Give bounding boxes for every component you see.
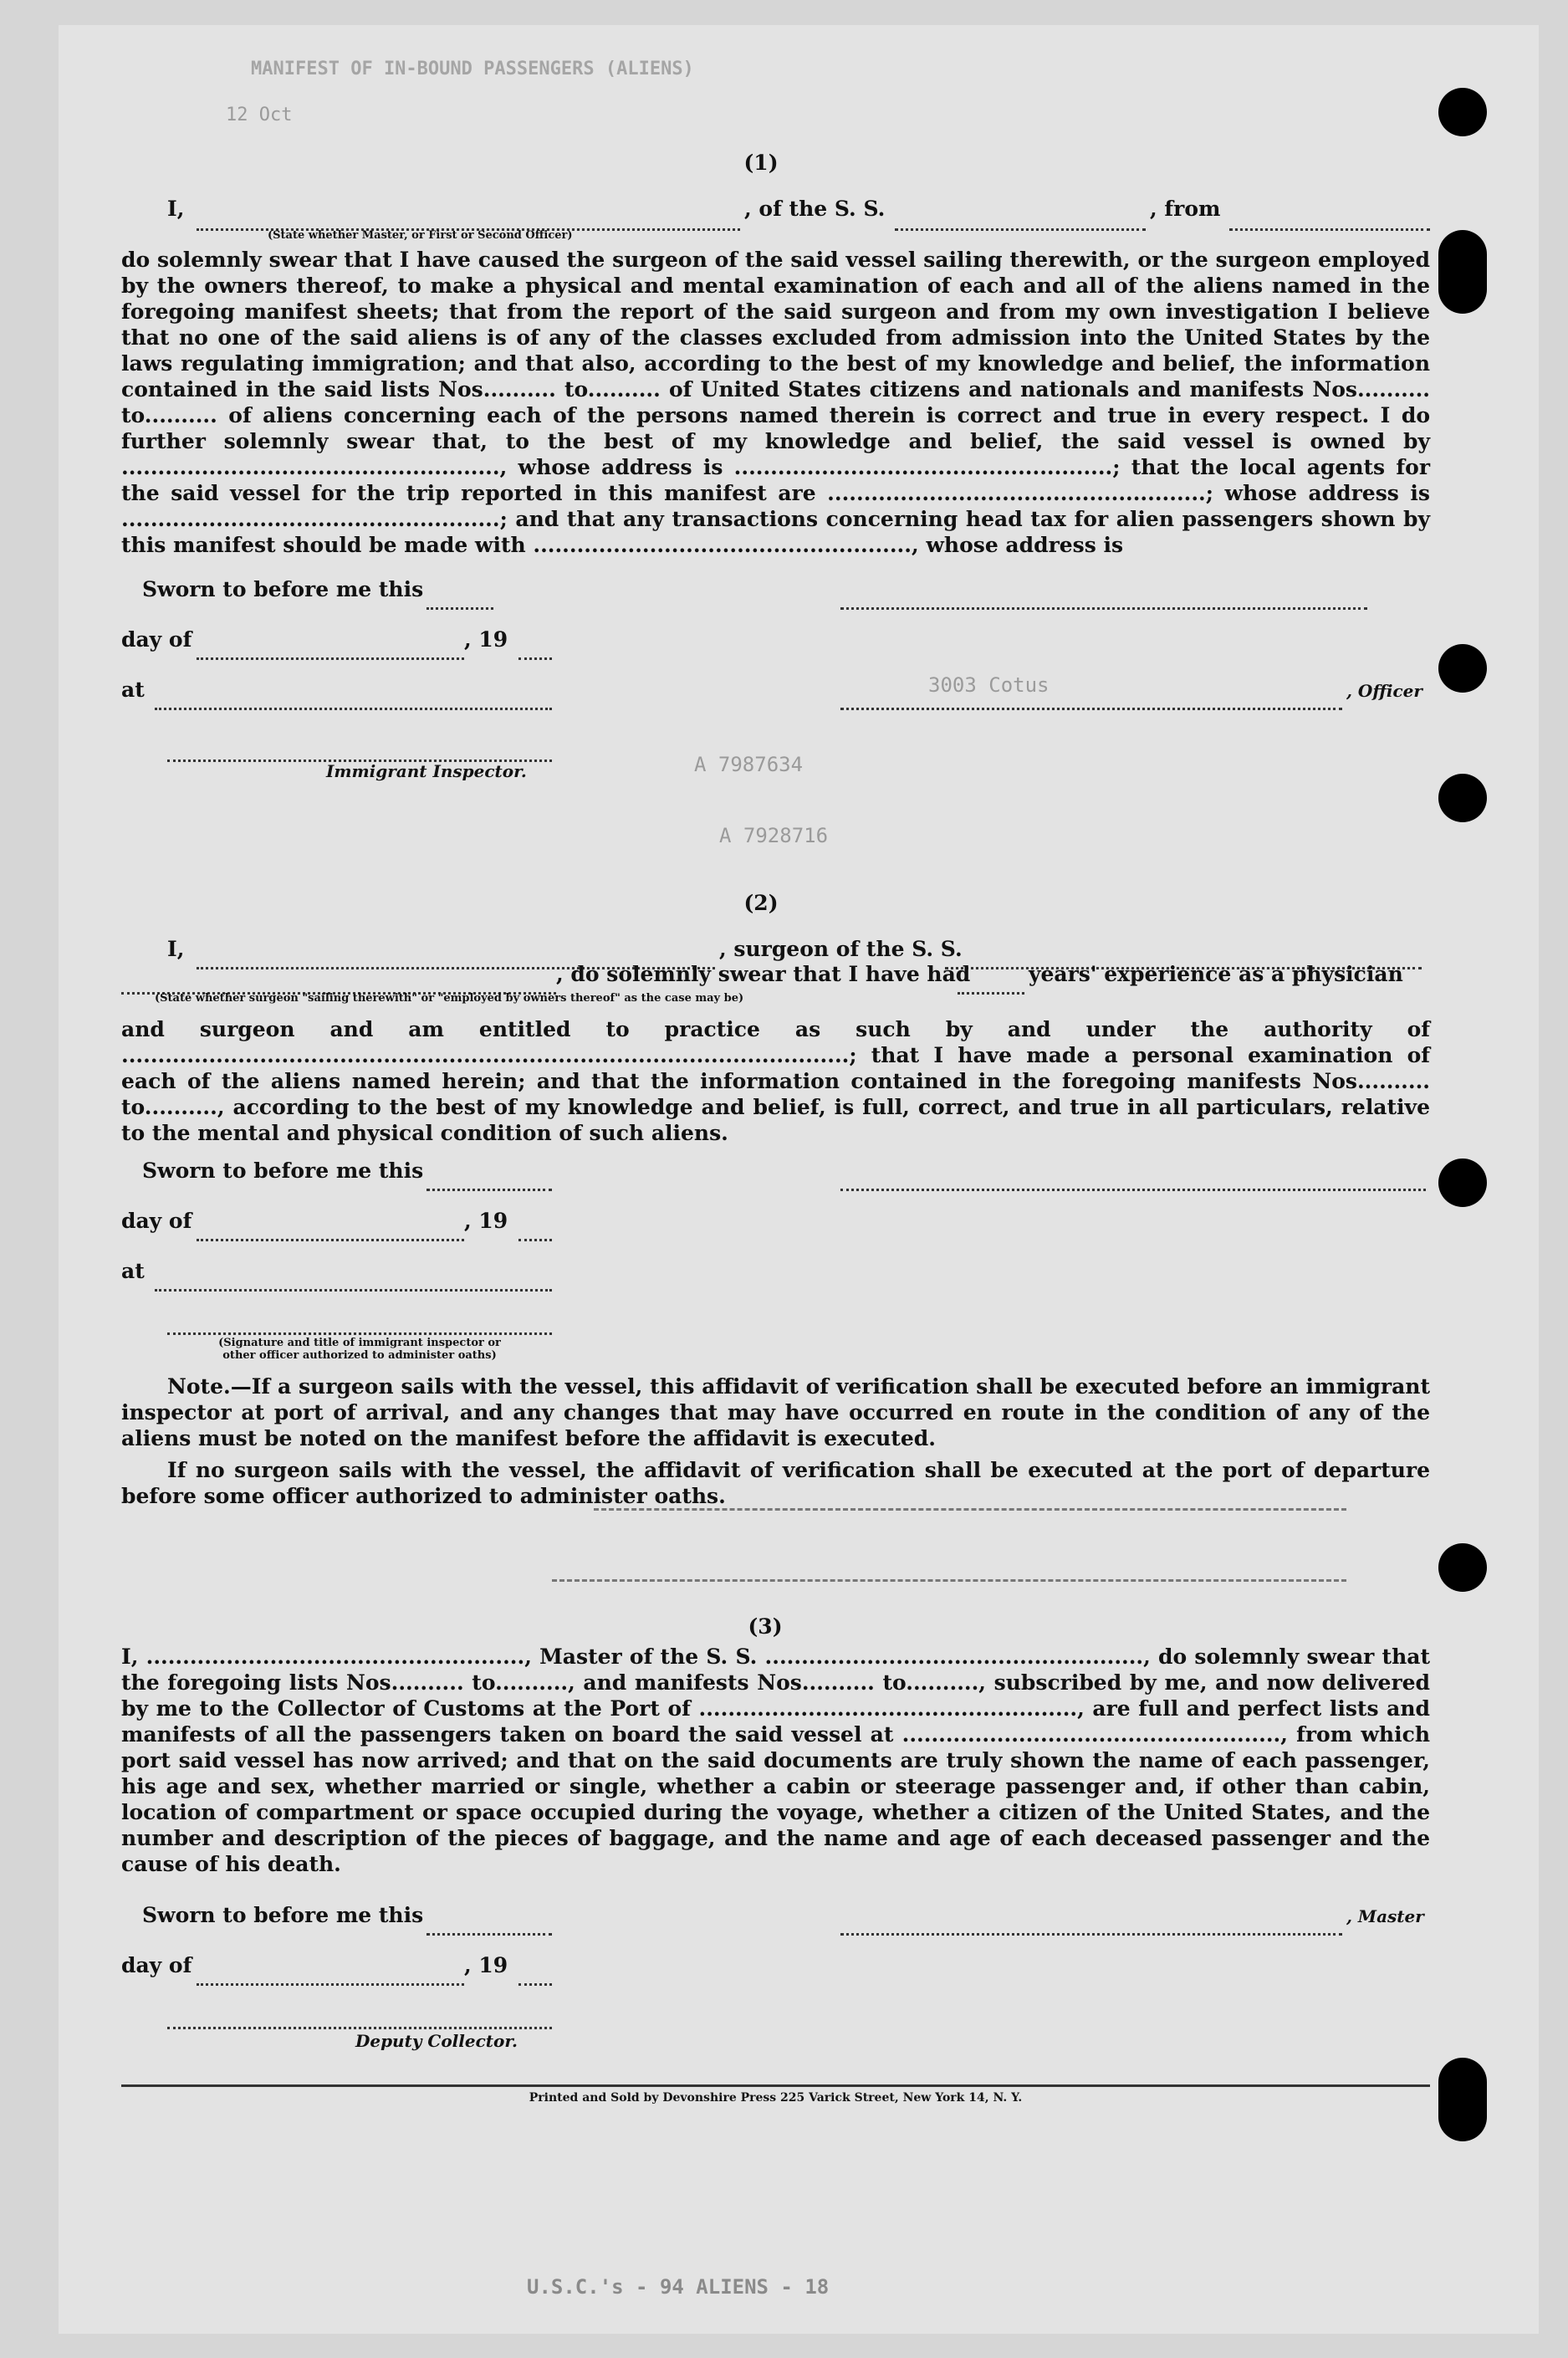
s3-master-signature-field[interactable]: [840, 1918, 1342, 1939]
s1-sworn: Sworn to before me this: [142, 577, 424, 601]
s2-surgeon-note: (State whether surgeon "sailing therewith" or "employed by owners thereof" as the case may be): [155, 992, 744, 1005]
s2-at: at: [121, 1259, 145, 1283]
s2-i-label: I,: [167, 937, 185, 961]
s1-year: , 19: [464, 627, 508, 652]
dashed-line-1: [594, 1493, 1346, 1514]
note-label: Note.: [167, 1374, 231, 1399]
dashed-line-2: [552, 1564, 1346, 1585]
bleedthrough-a3: 3003 Cotus: [928, 673, 1050, 697]
s2-oath-paragraph: and surgeon and am entitled to practice as such by and under the authority of ....................................................................................................; that I have made a personal examination of each of the aliens named herein; and that the information contained in the foregoing manifests Nos.......... to.........., according to the best of my knowledge and belief, is full, correct, and true in all particulars, relative to the mental and physical condition of such aliens.: [121, 1017, 1430, 1145]
manifest-page: [59, 25, 1539, 2334]
s3-collector-label: Deputy Collector.: [355, 2031, 518, 2051]
binder-hole-4: [1438, 774, 1487, 822]
s1-officer-signature-field[interactable]: [840, 693, 1342, 714]
binder-hole-6: [1438, 1543, 1487, 1592]
bleedthrough-a2: A 7928716: [719, 824, 829, 847]
s2-year-field[interactable]: [518, 1224, 552, 1245]
bottom-faint-text: U.S.C.'s - 94 ALIENS - 18: [527, 2275, 830, 2299]
s3-day-field[interactable]: [197, 1968, 464, 1989]
s3-sworn-field[interactable]: [426, 1918, 552, 1939]
s3-collector-field[interactable]: [167, 2012, 552, 2033]
section-3-number: (3): [748, 1614, 783, 1639]
s2-surgeon-of: , surgeon of the S. S.: [719, 937, 963, 961]
s2-signature-note-2: other officer authorized to administer oaths): [222, 1349, 497, 1362]
s1-officer-note: (State whether Master, or First or Second Officer): [268, 229, 573, 242]
s2-day-field[interactable]: [197, 1224, 464, 1245]
s2-signature-note-1: (Signature and title of immigrant inspector or: [218, 1337, 501, 1349]
s1-inspector-label: Immigrant Inspector.: [326, 761, 527, 781]
s1-from-field[interactable]: [1229, 213, 1430, 234]
binder-hole-7: [1438, 2058, 1487, 2141]
s1-year-field[interactable]: [518, 642, 552, 663]
section-2-number: (2): [743, 891, 779, 915]
s3-day-of: day of: [121, 1953, 192, 1977]
section-1-number: (1): [743, 151, 779, 175]
s1-officer-label: , Officer: [1346, 681, 1422, 701]
s1-from: , from: [1150, 197, 1221, 221]
s2-years-label: years' experience as a physician: [1029, 962, 1403, 986]
binder-hole-5: [1438, 1159, 1487, 1207]
faded-manifest-title: MANIFEST OF IN-BOUND PASSENGERS (ALIENS): [251, 59, 694, 79]
s3-master-label: , Master: [1346, 1906, 1424, 1926]
s2-authority-signature-field[interactable]: [167, 1317, 552, 1338]
s1-at-field[interactable]: [155, 693, 552, 714]
printer-imprint: Printed and Sold by Devonshire Press 225 Varick Street, New York 14, N. Y.: [529, 2091, 1023, 2105]
s1-day-of: day of: [121, 627, 192, 652]
s1-vessel-field[interactable]: [895, 213, 1146, 234]
s1-oath-paragraph: do solemnly swear that I have caused the surgeon of the said vessel sailing therewith, or the surgeon employed by the owners thereof, to make a physical and mental examination of each and all of the aliens named in the foregoing manifest sheets; that from the report of the said surgeon and from my own investigation I believe that no one of the said aliens is of any of the classes excluded from admission into the United States by the laws regulating immigration; and that also, according to the best of my knowledge and belief, the information contained in the said lists Nos.......... to.......... of United States citizens and nationals and manifests Nos.......... to.......... of aliens concerning each of the persons named therein is correct and true in every respect. I do further solemnly swear that, to the best of my knowledge and belief, the said vessel is owned by ...................................................., whose address is ....................................................; that the local agents for the said vessel for the trip reported in this manifest are ....................................................; whose address is ....................................................; and that any transactions concerning head tax for alien passengers shown by this manifest should be made with ...................................................., whose address is: [121, 248, 1430, 557]
s2-day-of: day of: [121, 1209, 192, 1233]
s2-signature-field[interactable]: [840, 1174, 1426, 1194]
binder-hole-1: [1438, 88, 1487, 136]
s2-note-paragraph-2: If no surgeon sails with the vessel, the affidavit of verification shall be executed at the port of departure before some officer authorized to administer oaths.: [121, 1458, 1430, 1508]
s2-sworn-field[interactable]: [426, 1174, 552, 1194]
s2-note-paragraph: [121, 1373, 1430, 1451]
s1-of-the-ss: , of the S. S.: [744, 197, 886, 221]
s3-year: , 19: [464, 1953, 508, 1977]
note-text: —If a surgeon sails with the vessel, this affidavit of verification shall be executed before an immigrant inspector at port of arrival, and any changes that may have occurred en route in the condition of any of the aliens must be noted on the manifest before the affidavit is executed.: [121, 1374, 1430, 1450]
s2-years-field[interactable]: [958, 977, 1024, 998]
faded-date-stamp: 12 Oct: [226, 105, 293, 125]
binder-hole-2: [1438, 230, 1487, 314]
s3-oath-paragraph: I, ...................................................., Master of the S. S. ...................................................., do solemnly swear that the foregoing lists Nos.......... to.........., and manifests Nos.......... to.........., subscribed by me, and now delivered by me to the Collector of Customs at the Port of ...................................................., are full and perfect lists and manifests of all the passengers taken on board the said vessel at ...................................................., from which port said vessel has now arrived; and that on the said documents are truly shown the name of each passenger, his age and sex, whether married or single, whether a cabin or steerage passenger and, if other than cabin, location of compartment or space occupied during the voyage, whether a citizen of the United States, and the number and description of the pieces of baggage, and the name and age of each deceased passenger and the cause of his death.: [121, 1644, 1430, 1876]
s2-do-solemnly: , do solemnly swear that I have had: [556, 962, 971, 986]
s1-sworn-field[interactable]: [426, 592, 493, 613]
s3-year-field[interactable]: [518, 1968, 552, 1989]
s2-year: , 19: [464, 1209, 508, 1233]
s2-at-field[interactable]: [155, 1274, 552, 1295]
footer-rule: [121, 2084, 1430, 2087]
binder-hole-3: [1438, 644, 1487, 693]
bleedthrough-a1: A 7987634: [694, 753, 804, 776]
s2-sworn: Sworn to before me this: [142, 1159, 424, 1183]
s1-signature-field[interactable]: [840, 592, 1367, 613]
s1-day-field[interactable]: [197, 642, 464, 663]
s1-at: at: [121, 678, 145, 702]
s3-sworn: Sworn to before me this: [142, 1903, 424, 1927]
s1-i-label: I,: [167, 197, 185, 221]
